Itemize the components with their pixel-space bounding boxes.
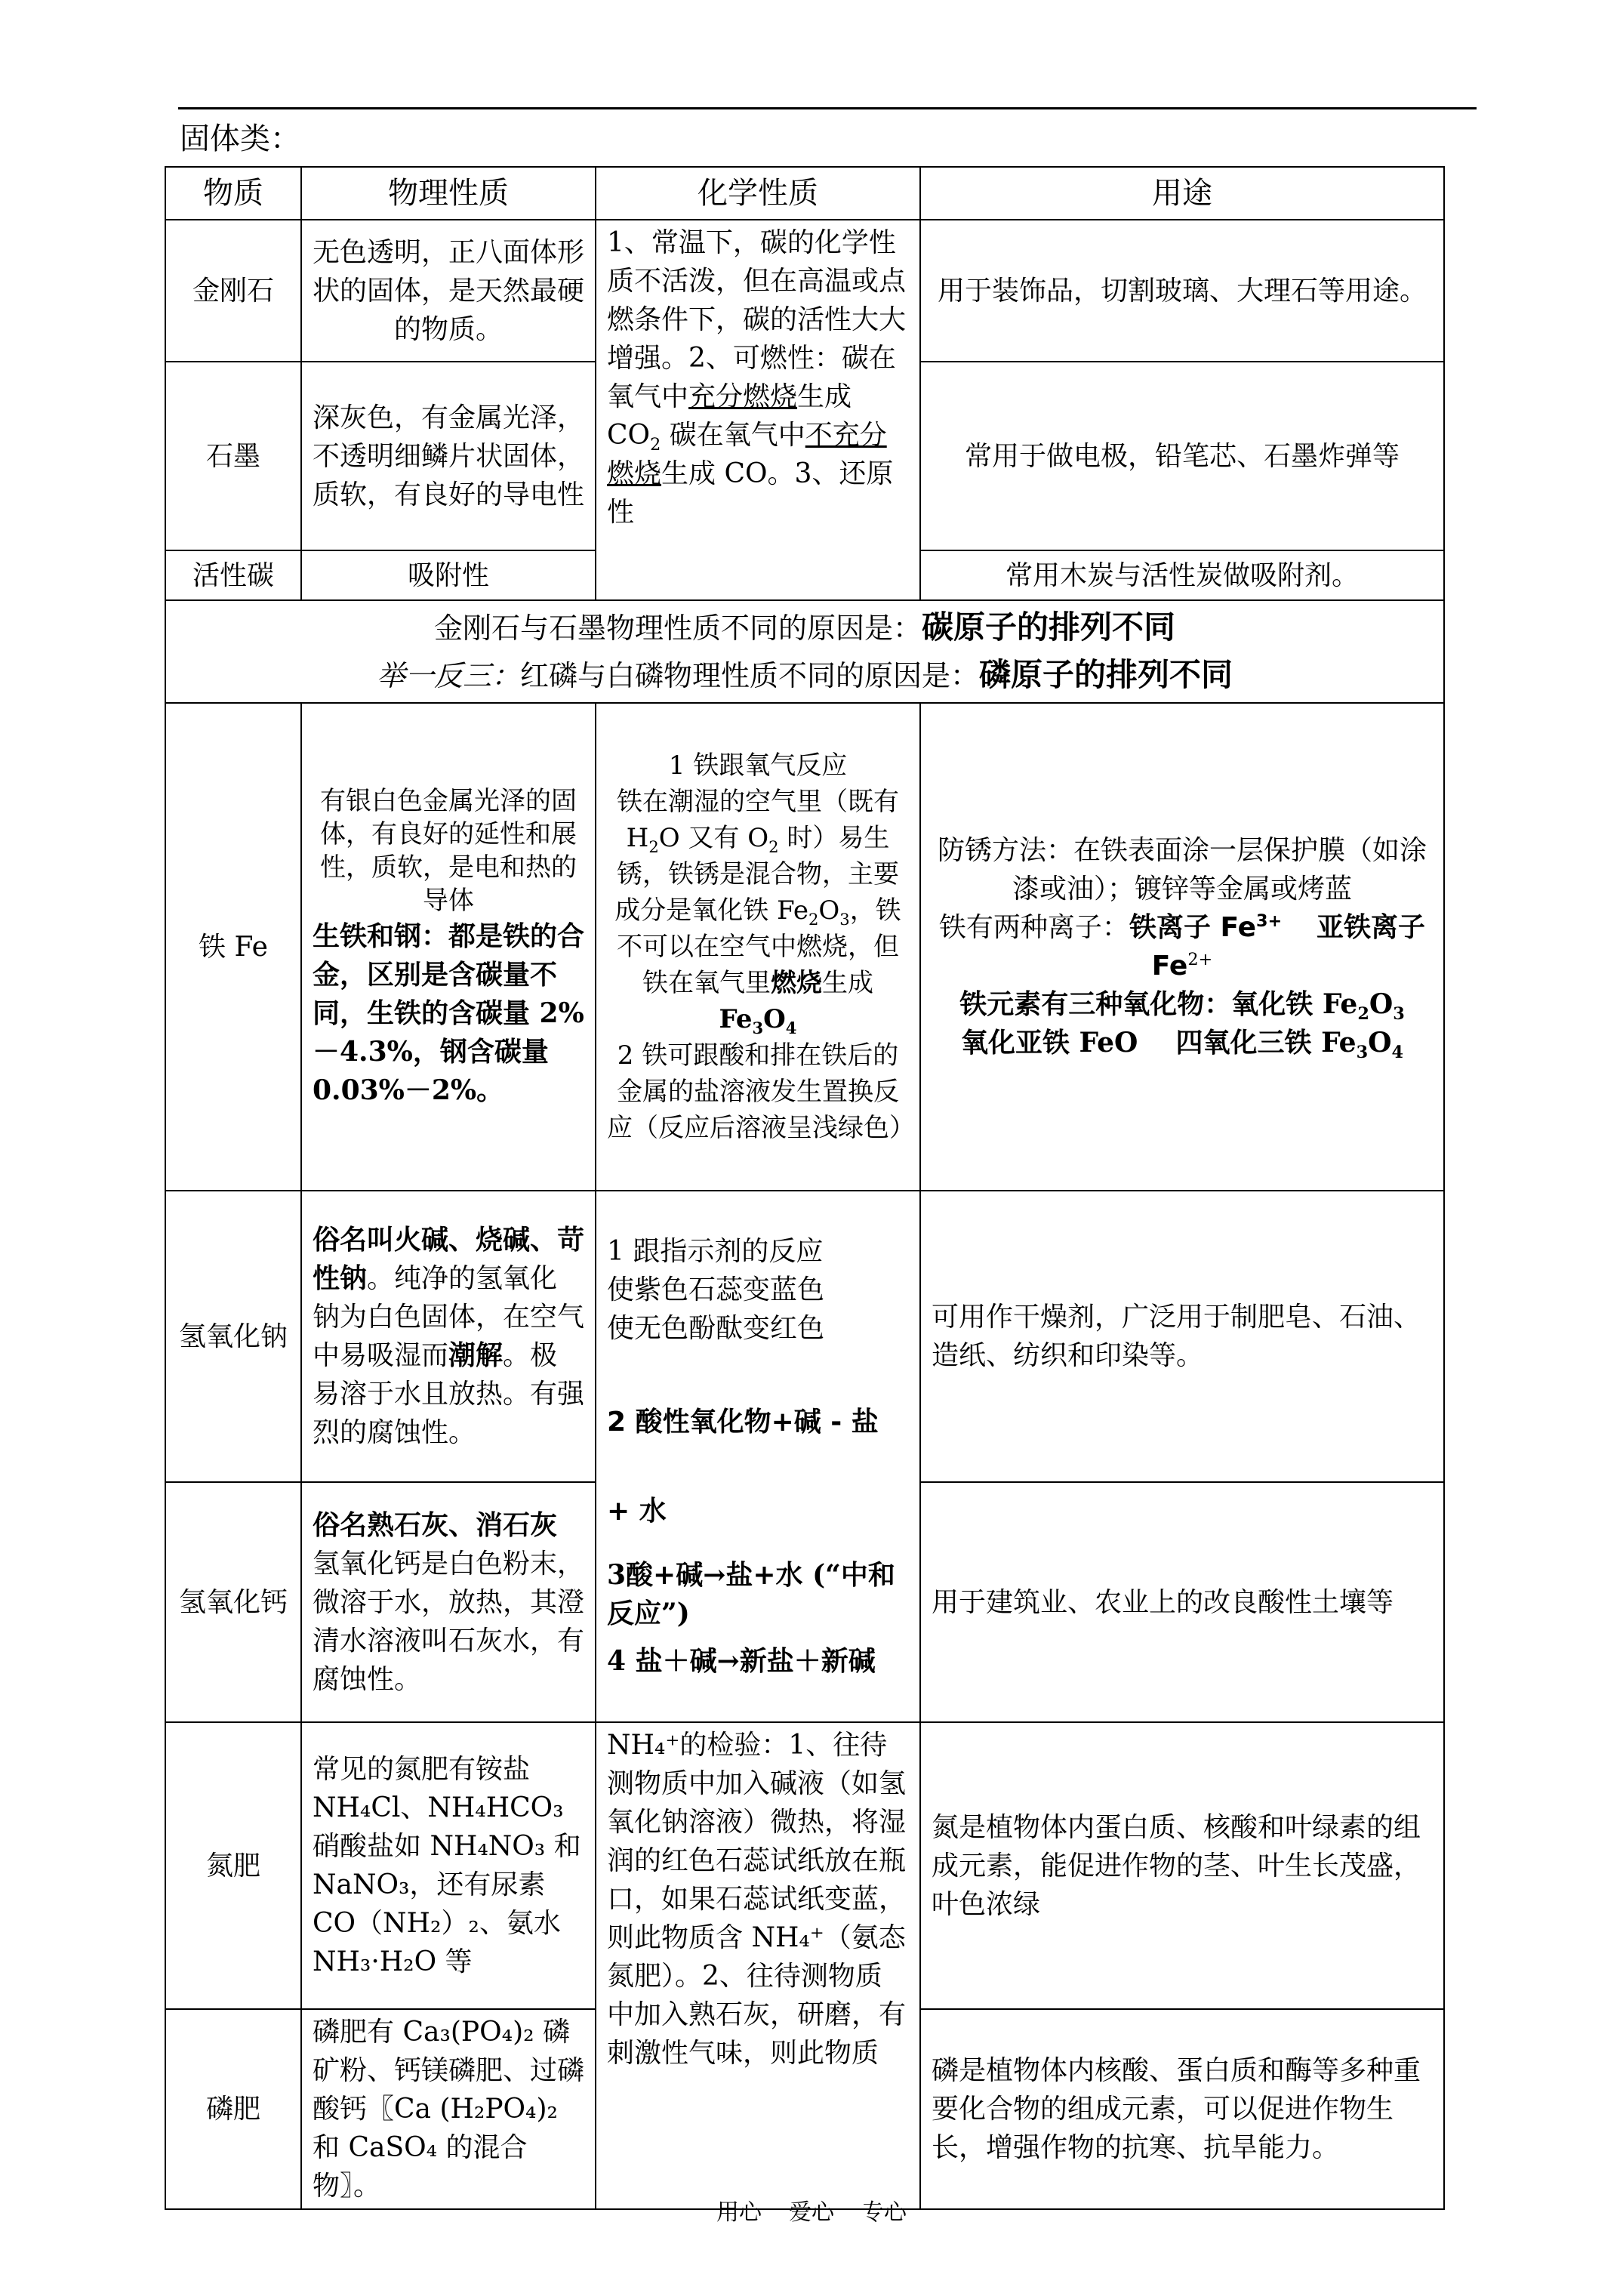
header-chemical: 化学性质 (596, 167, 920, 220)
header-physical: 物理性质 (301, 167, 596, 220)
substance-name: 氢氧化钙 (165, 1482, 301, 1722)
carbon-chemical-property: 1、常温下，碳的化学性质不活泼，但在高温或点燃条件下，碳的活性大大增强。2、可燃性：碳在氧气中充分燃烧生成 $CO_2$ 碳在氧气中不充分燃烧生成 CO。3、还原性 (596, 220, 920, 600)
note-row (165, 600, 1444, 703)
chemical-property: 1 铁跟氧气反应 铁在潮湿的空气里（既有 $H_2O$ 又有 $O_2$ 时）易生锈，铁锈是混合物，主要成分是氧化铁 $Fe_2O_3$，铁不可以在空气中燃烧，但铁在氧气里燃烧生成 $Fe_3O_4$ 2 铁可跟酸和排在铁后的金属的盐溶液发生置换反应（反应后溶液呈浅绿色） (596, 703, 920, 1191)
physical-property: 深灰色，有金属光泽，不透明细鳞片状固体，质软，有良好的导电性 (301, 362, 596, 550)
use: 磷是植物体内核酸、蛋白质和酶等多种重要化合物的组成元素，可以促进作物生长，增强作物的抗寒、抗旱能力。 (920, 2009, 1444, 2209)
use: 氮是植物体内蛋白质、核酸和叶绿素的组成元素，能促进作物的茎、叶生长茂盛，叶色浓绿 (920, 1722, 1444, 2009)
header-substance: 物质 (165, 167, 301, 220)
substance-name: 氮肥 (165, 1722, 301, 2009)
physical-property: 无色透明，正八面体形状的固体，是天然最硬的物质。 (301, 220, 596, 362)
substance-name: 金刚石 (165, 220, 301, 362)
substance-name: 活性碳 (165, 550, 301, 600)
table-row (165, 703, 1444, 1191)
section-title: 固体类： (180, 122, 300, 156)
properties-table (165, 166, 1445, 2210)
use: 防锈方法：在铁表面涂一层保护膜（如涂漆或油）；镀锌等金属或烤蓝 铁有两种离子：铁离子 $Fe^{3+}$ 亚铁离子 $Fe^{2+}$ 铁元素有三种氧化物：氧化铁 $Fe_2O_3$ 氧化亚铁 FeO 四氧化三铁 $Fe_3O_4$ (920, 703, 1444, 1191)
use: 常用木炭与活性炭做吸附剂。 (920, 550, 1444, 600)
page-footer: 用心 爱心 专心 (716, 2199, 907, 2226)
substance-name: 铁 Fe (165, 703, 301, 1191)
substance-name: 石墨 (165, 362, 301, 550)
table-row (165, 1191, 1444, 1482)
note-cell: 金刚石与石墨物理性质不同的原因是：碳原子的排列不同 举一反三：红磷与白磷物理性质不同的原因是：磷原子的排列不同 (165, 600, 1444, 703)
use: 用于建筑业、农业上的改良酸性土壤等 (920, 1482, 1444, 1722)
physical-property: 磷肥有 Ca₃(PO₄)₂ 磷矿粉、钙镁磷肥、过磷酸钙〖Ca (H₂PO₄)₂ 和 CaSO₄ 的混合物〗。 (301, 2009, 596, 2209)
use: 可用作干燥剂，广泛用于制肥皂、石油、造纸、纺织和印染等。 (920, 1191, 1444, 1482)
use: 常用于做电极，铅笔芯、石墨炸弹等 (920, 362, 1444, 550)
table-row (165, 1722, 1444, 2009)
table-header-row (165, 167, 1444, 220)
header-rule (178, 107, 1477, 109)
use: 用于装饰品，切割玻璃、大理石等用途。 (920, 220, 1444, 362)
table-row (165, 220, 1444, 362)
physical-property: 有银白色金属光泽的固体，有良好的延性和展性，质软，是电和热的导体 生铁和钢：都是铁的合金，区别是含碳量不同，生铁的含碳量 2%－4.3%，钢含碳量 0.03%－2%。 (301, 703, 596, 1191)
physical-property: 俗名叫火碱、烧碱、苛性钠。纯净的氢氧化钠为白色固体，在空气中易吸湿而潮解。极易溶于水且放热。有强烈的腐蚀性。 (301, 1191, 596, 1482)
substance-name: 氢氧化钠 (165, 1191, 301, 1482)
fertilizer-chemical-property: NH₄⁺的检验：1、往待测物质中加入碱液（如氢氧化钠溶液）微热，将湿润的红色石蕊试纸放在瓶口，如果石蕊试纸变蓝，则此物质含 NH₄⁺（氨态氮肥）。2、往待测物质中加入熟石灰，研磨，有刺激性气味，则此物质 (596, 1722, 920, 2209)
physical-property: 常见的氮肥有铵盐 NH₄Cl、NH₄HCO₃ 硝酸盐如 NH₄NO₃ 和 NaNO₃，还有尿素 CO（NH₂）₂、氨水 NH₃·H₂O 等 (301, 1722, 596, 2009)
physical-property: 俗名熟石灰、消石灰 氢氧化钙是白色粉末，微溶于水，放热，其澄清水溶液叫石灰水，有腐蚀性。 (301, 1482, 596, 1722)
base-chemical-property: 1 跟指示剂的反应 使紫色石蕊变蓝色 使无色酚酞变红色 2 酸性氧化物+碱 - 盐 + 水 3酸+碱→盐+水 (“中和反应”) 4 盐＋碱→新盐＋新碱 (596, 1191, 920, 1722)
header-use: 用途 (920, 167, 1444, 220)
physical-property: 吸附性 (301, 550, 596, 600)
substance-name: 磷肥 (165, 2009, 301, 2209)
